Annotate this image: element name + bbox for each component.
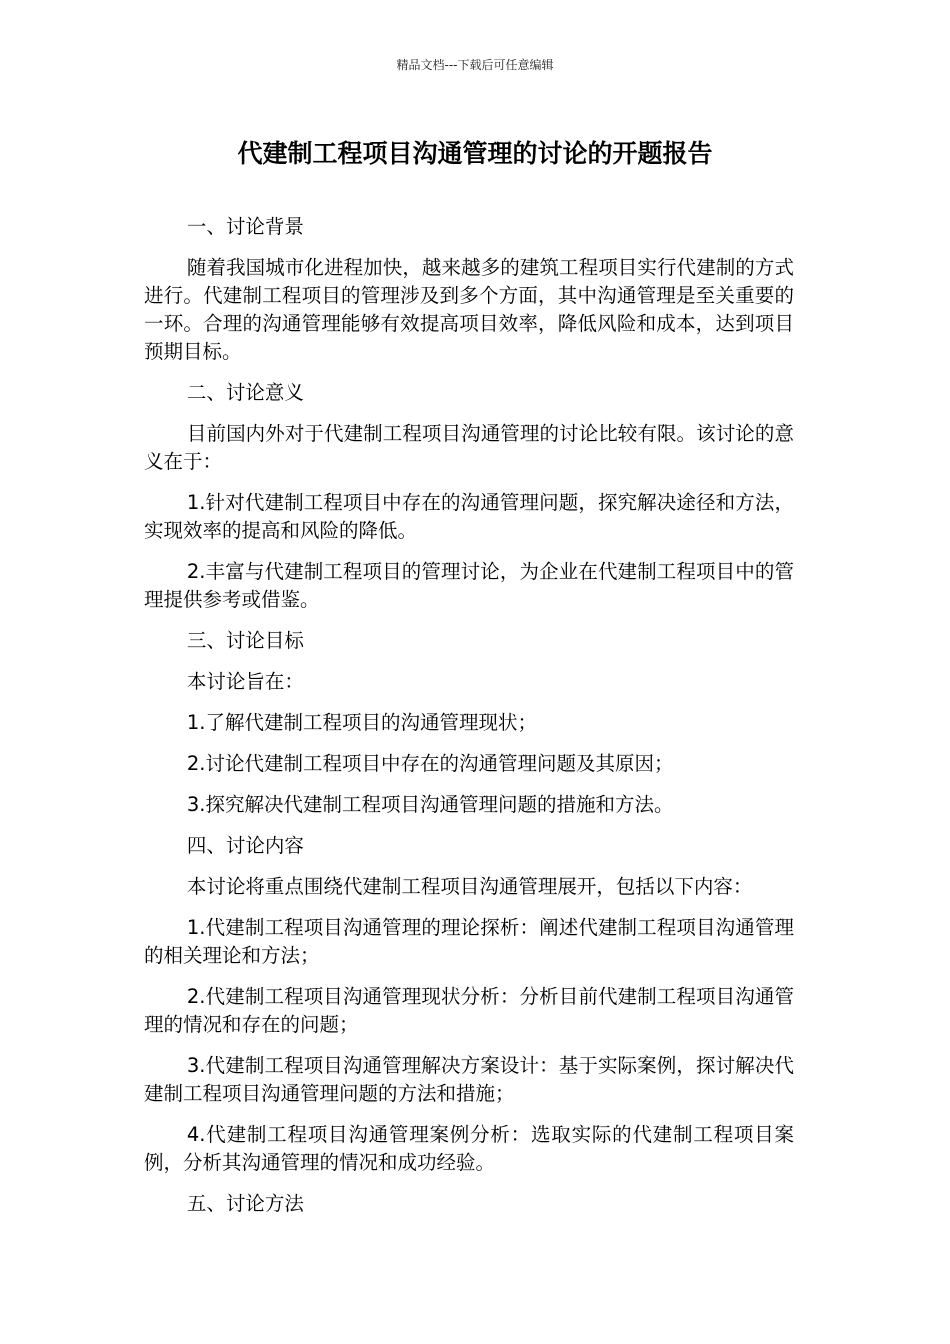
document-body <box>144 213 794 1231</box>
paragraph-content-intro: 本讨论将重点围绕代建制工程项目沟通管理展开，包括以下内容： <box>186 875 753 898</box>
significance-item-2: 2.丰富与代建制工程项目的管理讨论，为企业在代建制工程项目中的管理提供参考或借鉴。 <box>144 560 794 611</box>
header-note: 精品文档---下载后可任意编辑 <box>396 58 554 72</box>
content-item-2: 2.代建制工程项目沟通管理现状分析：分析目前代建制工程项目沟通管理的情况和存在的问题； <box>144 985 794 1036</box>
significance-item-1: 1.针对代建制工程项目中存在的沟通管理问题，探究解决途径和方法，实现效率的提高和风险的降低。 <box>144 491 794 542</box>
section-heading-goals: 三、讨论目标 <box>186 629 304 652</box>
content-item-1: 1.代建制工程项目沟通管理的理论探析：阐述代建制工程项目沟通管理的相关理论和方法； <box>144 916 794 967</box>
content-item-4: 4.代建制工程项目沟通管理案例分析：选取实际的代建制工程项目案例，分析其沟通管理的情况和成功经验。 <box>144 1123 794 1174</box>
goal-item-3: 3.探究解决代建制工程项目沟通管理问题的措施和方法。 <box>186 793 674 816</box>
goal-item-2: 2.讨论代建制工程项目中存在的沟通管理问题及其原因； <box>186 752 674 775</box>
paragraph-background: 随着我国城市化进程加快，越来越多的建筑工程项目实行代建制的方式进行。代建制工程项目的管理涉及到多个方面，其中沟通管理是至关重要的一环。合理的沟通管理能够有效提高项目效率，降低风险和成本，达到项目预期目标。 <box>144 256 794 363</box>
section-heading-content: 四、讨论内容 <box>186 834 304 857</box>
section-heading-methods: 五、讨论方法 <box>186 1192 304 1215</box>
section-heading-significance: 二、讨论意义 <box>186 381 304 404</box>
section-heading-background: 一、讨论背景 <box>186 215 304 238</box>
content-item-3: 3.代建制工程项目沟通管理解决方案设计：基于实际案例，探讨解决代建制工程项目沟通管理问题的方法和措施； <box>144 1054 794 1105</box>
paragraph-significance-intro: 目前国内外对于代建制工程项目沟通管理的讨论比较有限。该讨论的意义在于： <box>144 422 794 473</box>
document-title: 代建制工程项目沟通管理的讨论的开题报告 <box>237 139 713 168</box>
goal-item-1: 1.了解代建制工程项目的沟通管理现状； <box>186 711 537 734</box>
paragraph-goals-intro: 本讨论旨在： <box>186 670 304 693</box>
